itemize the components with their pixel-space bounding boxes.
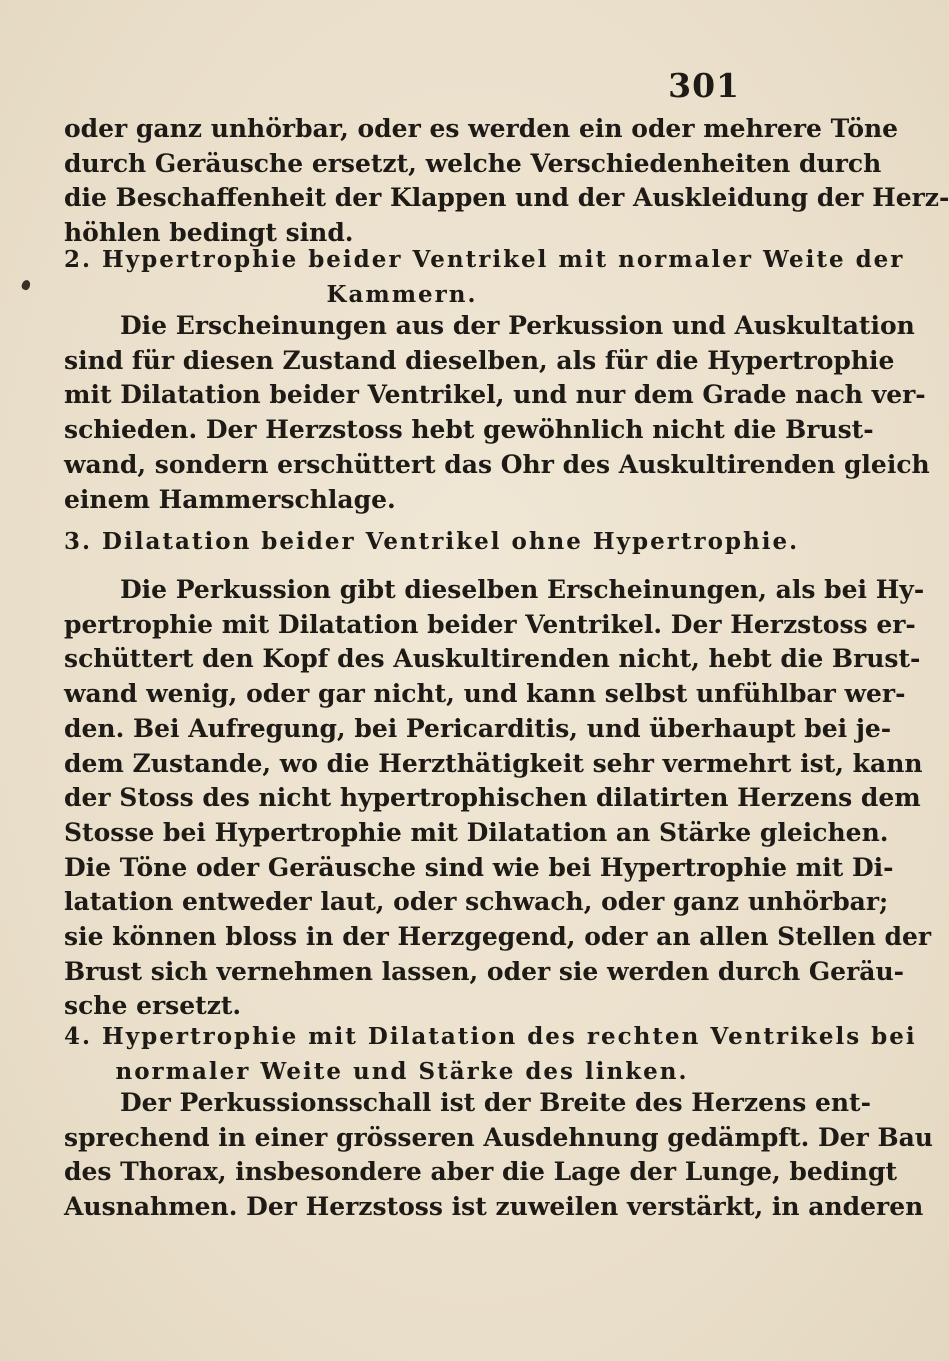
- text-line: des Thorax, insbesondere aber die Lage der Lunge, bedingt: [64, 1157, 897, 1187]
- text-line: wand wenig, oder gar nicht, und kann selbst unfühlbar wer-: [64, 679, 906, 709]
- paragraph-4: [64, 1086, 933, 1225]
- section-heading-3: [64, 525, 800, 560]
- text-line: sind für diesen Zustand dieselben, als für die Hypertrophie: [64, 345, 895, 375]
- text-line: Brust sich vernehmen lassen, oder sie werden durch Geräu-: [64, 956, 905, 986]
- text-line: oder ganz unhörbar, oder es werden ein oder mehrere Töne: [64, 114, 899, 143]
- heading-line: Kammern.: [326, 280, 478, 308]
- text-line: Die Erscheinungen aus der Perkussion und Auskultation: [120, 311, 915, 340]
- paragraph-2: [64, 309, 930, 517]
- text-line: schieden. Der Herzstoss hebt gewöhnlich nicht die Brust-: [64, 415, 874, 445]
- text-line: einem Hammerschlage.: [64, 484, 396, 514]
- heading-line: 3. Dilatation beider Ventrikel ohne Hypertrophie.: [64, 528, 800, 555]
- paragraph-1: [64, 112, 949, 251]
- text-line: pertrophie mit Dilatation beider Ventrikel. Der Herzstoss er-: [64, 609, 916, 639]
- page-number: 301: [668, 66, 740, 105]
- text-line: sie können bloss in der Herzgegend, oder an allen Stellen der: [64, 922, 932, 952]
- text-line: Stosse bei Hypertrophie mit Dilatation an Stärke gleichen.: [64, 817, 889, 847]
- text-line: höhlen bedingt sind.: [64, 218, 354, 248]
- section-heading-4: [64, 1020, 917, 1089]
- text-line: der Stoss des nicht hypertrophischen dilatirten Herzens dem: [64, 783, 921, 813]
- text-line: Die Perkussion gibt dieselben Erscheinungen, als bei Hy-: [120, 575, 925, 604]
- text-line: durch Geräusche ersetzt, welche Verschiedenheiten durch: [64, 148, 882, 178]
- heading-line: normaler Weite und Stärke des linken.: [115, 1057, 689, 1085]
- heading-line: 4. Hypertrophie mit Dilatation des rechten Ventrikels bei: [64, 1023, 917, 1050]
- text-line: Der Perkussionsschall ist der Breite des Herzens ent-: [120, 1088, 871, 1117]
- text-line: Die Töne oder Geräusche sind wie bei Hypertrophie mit Di-: [64, 852, 894, 882]
- text-line: sche ersetzt.: [64, 991, 242, 1021]
- text-line: die Beschaffenheit der Klappen und der Auskleidung der Herz-: [64, 183, 949, 213]
- text-line: sprechend in einer grösseren Ausdehnung gedämpft. Der Bau: [64, 1122, 933, 1152]
- heading-line: 2. Hypertrophie beider Ventrikel mit normaler Weite der: [64, 246, 905, 273]
- section-heading-2: [64, 243, 905, 312]
- text-line: wand, sondern erschüttert das Ohr des Auskultirenden gleich: [64, 449, 930, 479]
- text-line: Ausnahmen. Der Herzstoss ist zuweilen verstärkt, in anderen: [64, 1192, 924, 1222]
- text-line: schüttert den Kopf des Auskultirenden nicht, hebt die Brust-: [64, 644, 921, 674]
- text-line: dem Zustande, wo die Herzthätigkeit sehr vermehrt ist, kann: [64, 748, 923, 778]
- text-line: mit Dilatation beider Ventrikel, und nur dem Grade nach ver-: [64, 380, 926, 410]
- text-line: den. Bei Aufregung, bei Pericarditis, und überhaupt bei je-: [64, 713, 892, 743]
- paragraph-3: [64, 573, 932, 1024]
- margin-ink-mark: [21, 279, 32, 291]
- text-line: latation entweder laut, oder schwach, oder ganz unhörbar;: [64, 887, 889, 917]
